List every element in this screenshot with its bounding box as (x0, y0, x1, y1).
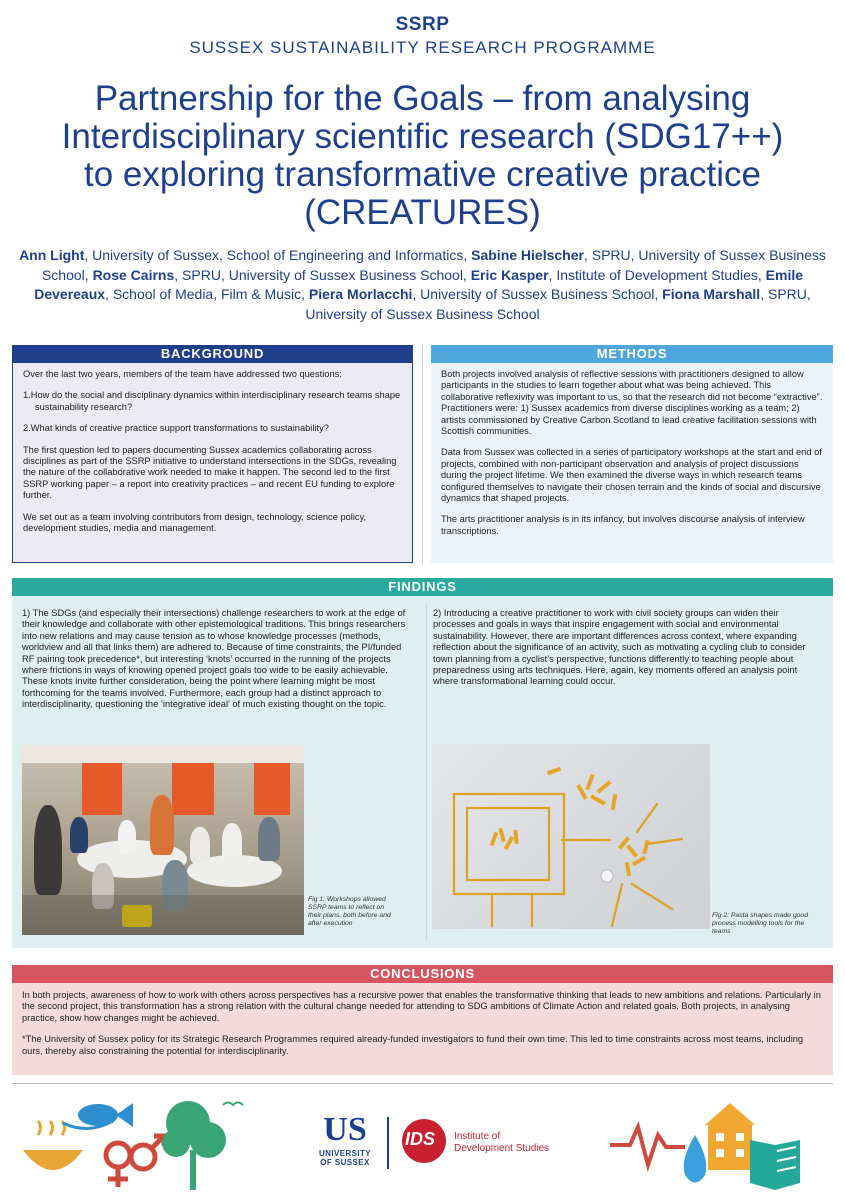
poster-title (20, 80, 825, 232)
ids-logo (402, 1119, 552, 1169)
methods-heading: METHODS (431, 345, 833, 363)
figure-2-caption: Fig 2: Pasta shapes made good process modelling tools for the teams (712, 912, 808, 935)
title-line: (CREATURES) (304, 193, 541, 232)
findings-divider (426, 604, 427, 940)
author-name: Piera Morlacchi (308, 286, 413, 302)
author-name: Emile Devereaux (34, 266, 804, 302)
conclusions-body (12, 983, 833, 1064)
methods-section (431, 345, 833, 563)
conclusions-footnote: *The University of Sussex policy for its Strategic Research Programmes required already-funded investigators to fund their own time. This led to time constraints across most teams, including ours, thereby also constraining the potential for interdisciplinarity. (22, 1034, 804, 1056)
us-line-1: UNIVERSITY (318, 1149, 371, 1158)
footer-rule (12, 1083, 833, 1084)
conclusions-heading: CONCLUSIONS (12, 965, 833, 983)
methods-paragraph: The arts practitioner analysis is in its infancy, but involves discourse analysis of interview transcriptions. (441, 514, 805, 536)
background-paragraph: We set out as a team involving contributors from design, technology, science policy, development studies, media and management. (23, 511, 367, 534)
author-affiliation: , SPRU, University of Sussex Business School, (41, 247, 826, 283)
author-affiliation: , Institute of Development Studies, (548, 266, 766, 283)
author-list (18, 246, 827, 324)
ids-name-2: Development Studies (454, 1143, 550, 1154)
author-name: Eric Kasper (470, 266, 549, 283)
title-line: Interdisciplinary scientific research (SDG17++) (61, 117, 784, 156)
background-intro: Over the last two years, members of the team have addressed two questions: (23, 369, 342, 379)
background-heading: BACKGROUND (12, 345, 413, 363)
conclusions-paragraph: In both projects, awareness of how to work with others across perspectives has a recursive power that enables the transformative thinking that leads to new ambitions and relations. Particularly in the second project, this transformation has a strong relation with the cultural change needed for attending to SDG ambitions of Climate Action and related goals. Both projects, in analysing practice, show how changes might be achieved. (22, 990, 821, 1023)
author-affiliation: , University of Sussex Business School, (412, 286, 663, 302)
book-icon (750, 1140, 800, 1190)
author-name: Ann Light (19, 247, 85, 263)
author-name: Sabine Hielscher (471, 247, 584, 263)
background-section (12, 345, 413, 563)
buildings-icon (705, 1103, 755, 1170)
findings-right-text: 2) Introducing a creative practitioner to work with civil society groups can widen their processes and goals in ways that inspire engagement with social and environmental sustainability. However, there are important differences across context, where expanding reflection about the significance of an activity, such as motivating a cycling club to consider town planning from a cyclist’s perspective, functions differently to teaching people about preparedness using arts techniques. Here, again, key moments offered an analysis point where transformational learning could occur. (433, 608, 806, 687)
sdg-icons-left (18, 1095, 248, 1195)
logo-divider (387, 1117, 389, 1169)
ids-mark: IDS (405, 1129, 436, 1149)
conclusions-section (12, 965, 833, 1075)
programme-acronym: SSRP (395, 14, 450, 35)
sdg-icons-right (610, 1095, 830, 1195)
heartbeat-icon (610, 1127, 685, 1165)
title-line: to exploring transformative creative practice (84, 155, 761, 194)
findings-left-text: 1) The SDGs (and especially their intersections) challenge researchers to work at the edge of their knowledge and collaborate with other epistemological traditions. This brings researchers into new relations and may cause tension as to whose knowledge processes (methods, worldview and all that links them) are adhered to. Because of time constraints, the PI/funded RF pairing took precedence*, but interesting ‘knots’ occurred in the running of the projects where frictions in ways of knowing opened project goals too wide to be easily achievable. These knots invite further consideration, being the point where learning might be most forthcoming for the teams involved. Furthermore, each group had a distinct approach to interdisciplinarity, questioning the ‘integrative ideal’ of much existing thought on the topic. (22, 608, 406, 710)
workshop-photo (22, 745, 304, 935)
author-affiliation: , University of Sussex, School of Engineering and Informatics, (84, 247, 472, 263)
background-question-1: 1.How do the social and disciplinary dynamics within interdisciplinary research teams shape sustainability research? (23, 390, 401, 412)
column-divider (422, 345, 423, 565)
findings-section (12, 578, 833, 948)
author-affiliation: , SPRU, University of Sussex Business School, (174, 266, 471, 283)
pasta-diagram (432, 744, 710, 929)
author-affiliation: , School of Media, Film & Music, (105, 286, 309, 302)
figure-1-caption: Fig 1: Workshops allowed SSRP teams to reflect on their plans, both before and after execution (308, 896, 391, 927)
logo-row (0, 1095, 845, 1195)
findings-heading: FINDINGS (12, 578, 833, 596)
water-drop-icon (684, 1135, 707, 1183)
gender-icon (106, 1136, 164, 1187)
ids-name-1: Institute of (454, 1131, 501, 1142)
pasta-photo (432, 744, 710, 929)
author-name: Rose Cairns (92, 266, 175, 283)
author-name: Fiona Marshall (662, 286, 761, 302)
programme-header (0, 14, 845, 58)
methods-body (431, 363, 833, 545)
methods-paragraph: Data from Sussex was collected in a series of participatory workshops at the start and end of projects, combined with non-participant observation and analysis of project discussions during the project lifetime. We then examined the diverse ways in which research teams configured themselves to navigate their chosen terrain and the kinds of social and discursive dynamics that shaped projects. (441, 447, 822, 504)
us-mark: US (323, 1111, 367, 1148)
background-question-2: 2.What kinds of creative practice support transformations to sustainability? (23, 423, 329, 434)
us-line-2: OF SUSSEX (320, 1158, 370, 1167)
tree-icon (162, 1101, 243, 1190)
background-paragraph: The first question led to papers documenting Sussex academics collaborating across disciplines as part of the SSRP initiative to understand intersections in the SDGs, revealing the nature of the collaborative work needed to make it happen. The second led to the first SSRP working paper – a report into creativity practices – and recent EU funding to explore further. (23, 444, 397, 501)
author-affiliation: , SPRU, University of Sussex Business School (305, 286, 811, 322)
title-line: Partnership for the Goals – from analysing (94, 79, 751, 118)
fish-icon (63, 1103, 133, 1129)
university-of-sussex-logo (310, 1113, 380, 1167)
methods-paragraph: Both projects involved analysis of reflective sessions with practitioners designed to allow participants in the studies to learn together about what was being achieved. This collaborative reflexivity was important to us, so that the research did not become “extractive”. Practitioners were: 1) Sussex academics from diverse disciplines working as a team; 2) artists commissioned by Creative Carbon Scotland to lead creative facilitation sessions with Scottish communities. (441, 369, 823, 437)
background-body (12, 363, 413, 563)
programme-name: SUSSEX SUSTAINABILITY RESEARCH PROGRAMME (189, 38, 656, 57)
